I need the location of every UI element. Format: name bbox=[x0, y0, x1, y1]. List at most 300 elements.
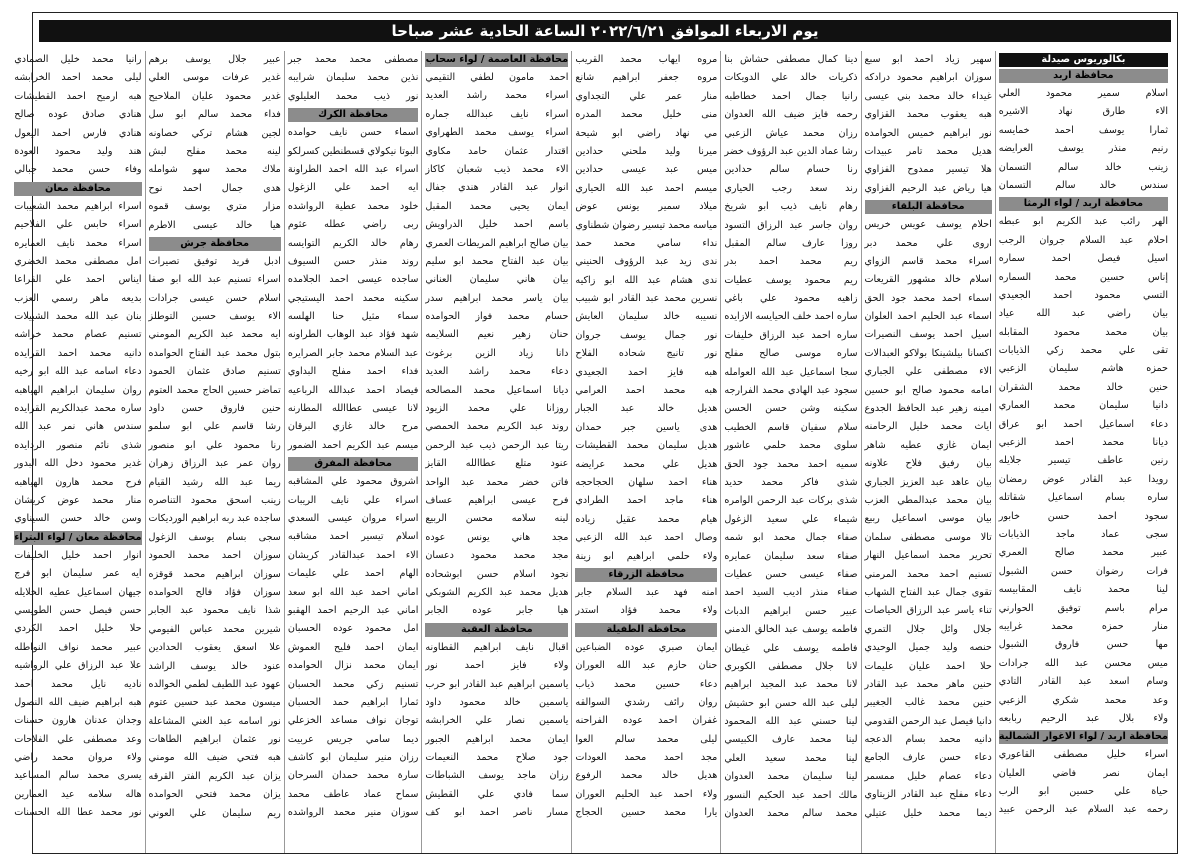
name-entry: دعاء مفلح عبد القادر الزيتاوي bbox=[864, 789, 992, 801]
name-entry: فاطمه يوسف عبد الخالق الدمني bbox=[724, 624, 858, 636]
name-entry: ميسون محمد عبد حسين عتوم bbox=[148, 697, 281, 709]
name-entry: فداء محمد سالم ابو سل bbox=[148, 109, 281, 121]
name-entry: التسي محمود احمد الجعيدي bbox=[998, 289, 1168, 301]
name-entry: بديعه ماهر رسمي العزب bbox=[14, 292, 142, 304]
name-entry: شذى بركات عبد الرحمن الوامره bbox=[724, 495, 858, 507]
name-entry: يسرى محمد سالم المساعيد bbox=[14, 770, 142, 782]
name-entry: اسراء عبد الله احمد الطراونة bbox=[287, 163, 419, 175]
name-entry: البوتا نيكولاي قسطنطين كسرلكو bbox=[287, 145, 419, 157]
name-entry: توجان نواف مساعد الخزعلي bbox=[287, 715, 419, 727]
name-entry: شيرين محمد عباس الفيومي bbox=[148, 623, 281, 635]
name-entry: صفاء جمال محمد ابو شمه bbox=[724, 532, 858, 544]
name-entry: هنادي صادق عوده صالح bbox=[14, 109, 142, 121]
name-entry: عهود عبد اللطيف لطمي الخوالده bbox=[148, 678, 281, 690]
name-entry: دانا زياد الزين برغوث bbox=[425, 347, 569, 359]
name-entry: هلا تيسير ممدوح الفزاوي bbox=[864, 164, 992, 176]
name-entry: حنصه وليد جميل الوحيدي bbox=[864, 642, 992, 654]
name-entry: ميس عبد عيسى حدادين bbox=[575, 164, 718, 176]
name-entry: سوزان ابراهيم محمد قوقزه bbox=[148, 568, 281, 580]
name-entry: روند عبد الكريم محمد الحمصي bbox=[425, 421, 569, 433]
name-entry: اسلام تيسير احمد مشاقبه bbox=[287, 531, 419, 543]
name-entry: اماني عبد الرحيم احمد الهقبو bbox=[287, 604, 419, 616]
name-entry: ريم محمود يوسف عطيات bbox=[724, 274, 858, 286]
name-entry: ريتا عبد الرحمن ذيب عبد الرحمن bbox=[425, 439, 569, 451]
name-entry: روان سليمان ابراهيم الهباهبه bbox=[14, 384, 142, 396]
name-entry: فيصاد احمد عبدالله الرباعيه bbox=[287, 384, 419, 396]
name-entry: ريم محمد احمد بدر bbox=[724, 256, 858, 268]
name-entry: هبه ارميح احمد القطيشات bbox=[14, 90, 142, 102]
name-entry: سجا اسماعيل عبد الله العوامله bbox=[724, 366, 858, 378]
name-entry: وسام اسعد عبد القادر التادي bbox=[998, 676, 1168, 688]
list-column bbox=[11, 51, 144, 853]
name-entry: عنود خالد يوسف الراشد bbox=[148, 660, 281, 672]
name-entry: جلال وائل جلال التمري bbox=[864, 623, 992, 635]
name-entry: ميسم احمد عبد الله الحياري bbox=[575, 182, 718, 194]
name-entry: اسلام سمير محمود العلي bbox=[998, 88, 1168, 99]
name-entry: سماء مثيل حنا الهلسه bbox=[287, 311, 419, 323]
name-entry: احلام يوسف عويس خريس bbox=[864, 219, 992, 231]
name-entry: حياة علي حسين ابو الرب bbox=[998, 786, 1168, 798]
name-entry: سندس هاني نمر عبد الله bbox=[14, 421, 142, 433]
name-entry: رزان محمد عياش الزعبي bbox=[724, 127, 858, 139]
name-entry: ايمان نصر فاضي العليان bbox=[998, 767, 1168, 779]
name-entry: سجى عماد ماجد الذيابات bbox=[998, 528, 1168, 540]
name-entry: رنا محمود علي ابو منصور bbox=[148, 439, 281, 451]
name-entry: وعد مصطفى علي الفلاحات bbox=[14, 733, 142, 745]
name-entry: روند منذر حسن السيوف bbox=[287, 255, 419, 267]
name-entry: حسام محمد فواز الحوامده bbox=[425, 311, 569, 323]
name-entry: ولاء مروان محمد راضي bbox=[14, 752, 142, 764]
name-entry: دعاء حسن عارف الجامع bbox=[864, 752, 992, 764]
name-entry: الاء محمد ذيب شعبان كاكاز bbox=[425, 163, 569, 175]
section-heading: محافظة الكرك bbox=[288, 108, 419, 122]
name-entry: ليلى محمد سالم العوا bbox=[575, 733, 718, 745]
name-entry: دانيا سليمان محمد العماري bbox=[998, 400, 1168, 412]
name-entry: اسلام خالد مشهور القريعات bbox=[864, 274, 992, 286]
name-entry: صفاء سعد سليمان عمايره bbox=[724, 550, 858, 562]
name-entry: هديل خالد عبد الجبار bbox=[575, 403, 718, 415]
name-entry: اسماء حسن نايف حوامده bbox=[287, 127, 419, 139]
name-entry: رند سعد رجب الحياري bbox=[724, 182, 858, 194]
name-entry: باسم احمد خليل الدراويش bbox=[425, 219, 569, 231]
name-entry: غدير محمود عليان الملاحيح bbox=[148, 90, 281, 102]
name-entry: مرام باسم توفيق الحوارني bbox=[998, 602, 1168, 614]
name-entry: بيان محمد عبدالمطي العزب bbox=[864, 494, 992, 506]
name-entry: ايه محمد عبد الكريم المومني bbox=[148, 329, 281, 341]
name-entry: نور جمال يوسف جروان bbox=[575, 329, 718, 341]
list-column bbox=[284, 51, 422, 853]
name-entry: دانيه محمد احمد القرايده bbox=[14, 347, 142, 359]
name-entry: مسار ناصر احمد ابو كف bbox=[425, 807, 569, 819]
name-entry: الاء يوسف حسين التوطلز bbox=[148, 311, 281, 323]
name-entry: هبه محمد احمد العرامي bbox=[575, 385, 718, 397]
name-entry: اماني احمد عبد الله ابو سعد bbox=[287, 586, 419, 598]
name-entry: مياسه محمد تيسير رضوان شطناوي bbox=[575, 219, 718, 231]
name-entry: ساره احمد عبد الرزاق خليفات bbox=[724, 329, 858, 341]
name-entry: نجود اسلام حسن ابوشحاده bbox=[425, 568, 569, 580]
name-entry: لجين هشام تركي خصاونه bbox=[148, 127, 281, 139]
name-entry: سكينه محمد احمد اليستيجي bbox=[287, 292, 419, 304]
section-heading: محافظة اربد bbox=[999, 69, 1168, 83]
name-entry: ايمان احمد فليح العموش bbox=[287, 641, 419, 653]
name-entry: وفاء حسن محمد جبالي bbox=[14, 164, 142, 176]
name-entry: وسن خالد حسن السيناوي bbox=[14, 513, 142, 525]
name-entry: وعد محمد شكري الزعبي bbox=[998, 694, 1168, 706]
name-entry: سجى بسام يوسف الزغول bbox=[148, 531, 281, 543]
name-entry: فداء احمد مفلح البداوي bbox=[287, 366, 419, 378]
name-entry: لانا جلال مصطفى الكوبري bbox=[724, 660, 858, 672]
name-entry: ناديه نايل محمد احمد bbox=[14, 678, 142, 690]
name-entry: تسنيم صادق عثمان الحمود bbox=[148, 366, 281, 378]
name-entry: ساره احمد خلف الحيايسه الازايده bbox=[724, 311, 858, 323]
name-entry: رحمه عبد السلام عبد الرحمن عبيد bbox=[998, 804, 1168, 816]
name-entry: شذى نائم منصور الردايده bbox=[14, 439, 142, 451]
name-entry: اسراء محمد راشد العديد bbox=[425, 90, 569, 102]
section-heading: محافظة اربد / لواء الرمثا bbox=[999, 197, 1168, 211]
name-entry: اسراء علي نايف الريبات bbox=[287, 494, 419, 506]
name-entry: بيان محمد محمود المقابله bbox=[998, 326, 1168, 338]
name-entry: صفاء منذر اديب السيد احمد bbox=[724, 587, 858, 599]
name-entry: حسن فيصل حسن الطويسي bbox=[14, 604, 142, 616]
section-heading: محافظة معان / لواء البتراء bbox=[14, 531, 142, 543]
section-heading: محافظة معان bbox=[14, 182, 141, 196]
name-entry: رهام خالد الكريم التوايسه bbox=[287, 237, 419, 249]
name-entry: هيا رياض عبد الرحيم الفزاوي bbox=[864, 182, 992, 194]
name-entry: بيان موسى اسماعيل ربيع bbox=[864, 513, 992, 525]
name-entry: ايمان محمد نزال الحوامده bbox=[287, 660, 419, 672]
name-entry: مرح خالد غازي البرقان bbox=[287, 421, 419, 433]
section-heading: محافظة اربد / لواء الاغوار الشمالية bbox=[998, 731, 1168, 743]
name-entry: نور ابراهيم خميس الحوامده bbox=[864, 127, 992, 139]
name-entry: حنين محمد غالب الجغيبر bbox=[864, 697, 992, 709]
name-entry: ياسمين ابراهيم عبد القادر ابو حرب bbox=[425, 678, 569, 690]
name-entry: شذا نايف محمود عبد الجابر bbox=[148, 605, 281, 617]
name-entry: اسراء ابراهيم محمد الشعيبات bbox=[14, 200, 142, 212]
name-entry: هبه يعقوب محمد القزاوي bbox=[864, 109, 992, 121]
date-headline: يوم الاربعاء الموافق ٢٠٢٢/٦/٢١ الساعة الحادية عشر صباحا bbox=[39, 20, 1171, 42]
name-entry: بيان عبد الفتاح محمد ابو سليم bbox=[425, 255, 569, 267]
name-entry: وصال احمد عبد الله الزعبي bbox=[575, 532, 718, 544]
columns-container bbox=[14, 51, 1171, 853]
name-entry: بيان رفيق فلاح علاونه bbox=[864, 458, 992, 470]
name-entry: سجود عبد الهادي محمد الفرارجه bbox=[724, 385, 858, 397]
name-entry: لانا عيسى عطاالله المطارنه bbox=[287, 403, 419, 415]
name-entry: منار عمر علي التجداوي bbox=[575, 90, 718, 102]
name-entry: رحمه فايز ضيف الله العدوان bbox=[724, 109, 858, 121]
name-entry: هيا جابر عوده الجابر bbox=[425, 605, 569, 617]
section-heading: محافظة العاصمة / لواء سحاب bbox=[425, 54, 569, 65]
name-entry: رويدا عبد القادر عوض رمضان bbox=[998, 473, 1168, 485]
name-entry: نور اسامه عبد الغني المشاعلة bbox=[148, 715, 281, 727]
name-entry: سميه احمد محمد جود الحق bbox=[724, 458, 858, 470]
section-heading: بكالوريوس صيدلة bbox=[999, 53, 1168, 67]
name-entry: ولاء فايز احمد نور bbox=[425, 660, 569, 672]
name-entry: مجد هاني يونس عوده bbox=[425, 531, 569, 543]
name-entry: ولاء حلمي ابراهيم ابو زينة bbox=[575, 550, 718, 562]
name-entry: ليلى عبد الله حسن ابو حشيش bbox=[724, 697, 858, 709]
name-entry: لينا محمد عارف الكبيسي bbox=[724, 734, 858, 746]
name-entry: فرات رضوان حسن الشبول bbox=[998, 565, 1168, 577]
name-entry: رشا قاسم علي ابو سلمو bbox=[148, 421, 281, 433]
name-entry: سندس خالد سالم التسمان bbox=[998, 179, 1168, 191]
name-entry: هديل خالد محمد الرفوع bbox=[575, 770, 718, 782]
name-entry: ساره محمد عبدالكريم القرايده bbox=[14, 403, 142, 415]
name-entry: هيا خالد عيسى الاطرم bbox=[148, 219, 281, 231]
name-entry: بيان عاهد عبد العزيز الجباري bbox=[864, 476, 992, 488]
section-heading: محافظة البلقاء bbox=[865, 200, 992, 214]
name-entry: هديل محمد تامر عبيدات bbox=[864, 145, 992, 157]
name-entry: عبير محمد نواف النواطله bbox=[14, 641, 142, 653]
name-entry: يزان عبد الكريم الفتر القرقه bbox=[148, 770, 281, 782]
name-entry: لينا سليمان محمد العدوان bbox=[724, 771, 858, 783]
name-entry: فاطمه يوسف علي غيطان bbox=[724, 642, 858, 654]
name-entry: خلود محمد عطية الرواشده bbox=[287, 200, 419, 212]
list-column bbox=[720, 51, 860, 853]
name-entry: منى خليل محمد المدره bbox=[575, 109, 718, 121]
name-entry: تقوى جمال عبد الفتاح الشهاب bbox=[864, 586, 992, 598]
name-entry: هبه فايز احمد الجعيدي bbox=[575, 366, 718, 378]
name-entry: ميسم عبد الكريم احمد الضمور bbox=[287, 439, 419, 451]
name-entry: لانا محمد عبد المجيد ابراهيم bbox=[724, 679, 858, 691]
name-entry: احلام عبد السلام جروان الرجب bbox=[998, 234, 1168, 246]
list-column bbox=[861, 51, 995, 853]
name-entry: ليلى محمد احمد الخرابشه bbox=[14, 72, 142, 84]
name-entry: حنان زهير نعيم السلايمه bbox=[425, 329, 569, 341]
name-entry: ياسمين نصار علي الخرابشه bbox=[425, 715, 569, 727]
name-entry: روان رائف رشدي السوالقه bbox=[575, 696, 718, 708]
name-entry: نور محمد عطا الله الحسنات bbox=[14, 807, 142, 819]
name-entry: امل محمود عوده الحسبان bbox=[287, 623, 419, 635]
name-entry: رشا عماد الدين عبد الرؤوف خضر bbox=[724, 145, 858, 157]
name-entry: انوار احمد خليل الخليفات bbox=[14, 549, 142, 561]
name-entry: بيان هاني سليمان العناني bbox=[425, 274, 569, 286]
name-entry: يزان محمد فتحي الحوامده bbox=[148, 789, 281, 801]
name-entry: ساره موسى صالح مفلح bbox=[724, 348, 858, 360]
name-entry: ساجده عبد ربه ابراهيم الورديكات bbox=[148, 513, 281, 525]
newspaper-page bbox=[14, 12, 1178, 854]
name-entry: مروه ايهاب محمد القريب bbox=[575, 54, 718, 65]
name-entry: علا عبد الرزاق علي الرواشيه bbox=[14, 660, 142, 672]
name-entry: ديانا محمد احمد الزعبي bbox=[998, 437, 1168, 449]
name-entry: هناء ماجد احمد الطرادي bbox=[575, 495, 718, 507]
name-entry: رهام نايف ذيب ابو شريخ bbox=[724, 201, 858, 213]
section-heading: محافظة المفرق bbox=[288, 457, 419, 471]
name-entry: لينا حسني عبد الله المحمود bbox=[724, 716, 858, 728]
name-entry: ايه احمد علي الزغول bbox=[287, 182, 419, 194]
name-entry: امل مصطفى محمد الخضري bbox=[14, 255, 142, 267]
name-entry: اسراء نايف عبدالله جماره bbox=[425, 108, 569, 120]
name-entry: تحرير محمد اسماعيل النهار bbox=[864, 550, 992, 562]
name-entry: تناء ياسر عبد الرزاق الحياصات bbox=[864, 605, 992, 617]
name-entry: نور تانيج شحاده الفلاح bbox=[575, 348, 718, 360]
name-entry: تالا موسى مصطفى سلمان bbox=[864, 531, 992, 543]
name-entry: مي نهاد راضي ابو شيحة bbox=[575, 127, 718, 139]
name-entry: شيماء علي سعيد الزغول bbox=[724, 513, 858, 525]
name-entry: اشروق محمود علي المشاقبه bbox=[287, 476, 419, 488]
name-entry: حنين فاروق حسن داود bbox=[148, 403, 281, 415]
name-entry: هناء احمد سلهان الحجاحجه bbox=[575, 476, 718, 488]
name-entry: رنين عاطف تيسير جلايله bbox=[998, 455, 1168, 467]
name-entry: ندى هشام عبد الله ابو زاكيه bbox=[575, 274, 718, 286]
name-entry: سكينه وشن حسن الحسن bbox=[724, 403, 858, 415]
name-entry: رنيم منذر يوسف العرايضه bbox=[998, 143, 1168, 155]
name-entry: الاء مصطفى علي الجباري bbox=[864, 366, 992, 378]
name-entry: هديل سليمان محمد القطيشات bbox=[575, 440, 718, 452]
name-entry: صفاء عيسى حسن عطيات bbox=[724, 568, 858, 580]
name-entry: سوزان احمد محمد الحمود bbox=[148, 550, 281, 562]
name-entry: اسراء مروان عيسى السعدي bbox=[287, 512, 419, 524]
name-entry: هاله سلامه عيد العمارين bbox=[14, 788, 142, 800]
name-entry: ولاء بلال عبد الرحيم ربابعه bbox=[998, 712, 1168, 724]
name-entry: دانيه محمد بسام الدعجه bbox=[864, 734, 992, 746]
name-entry: منار حمزه محمد غرايبه bbox=[998, 620, 1168, 632]
name-entry: رانيا محمد خليل الصمادي bbox=[14, 54, 142, 65]
name-entry: سارة محمد حمدان السرحان bbox=[287, 770, 419, 782]
name-entry: رزان منير سليمان ابو كاشف bbox=[287, 752, 419, 764]
name-entry: ايمان يحيى محمد المقبل bbox=[425, 200, 569, 212]
section-heading: محافظة جرش bbox=[149, 237, 281, 251]
name-entry: نسيبه خالد سليمان العايش bbox=[575, 311, 718, 323]
name-entry: ريم سليمان علي العوني bbox=[148, 807, 281, 819]
name-entry: زينب اسحق محمود التناصره bbox=[148, 494, 281, 506]
name-entry: سما فادي علي القطيش bbox=[425, 788, 569, 800]
name-entry: اروى علي محمد دبر bbox=[864, 237, 992, 249]
name-entry: ذكريات خالد علي الدويكات bbox=[724, 72, 858, 84]
name-entry: احمد مامون لطفي التقيمي bbox=[425, 72, 569, 83]
name-entry: غفران احمد عوده الفراحنه bbox=[575, 715, 718, 727]
name-entry: روان جاسر عبد الرزاق التسود bbox=[724, 219, 858, 231]
name-entry: اقبال نايف ابراهيم القطاونه bbox=[425, 641, 569, 653]
name-entry: اسراء محمد نايف العمايره bbox=[14, 237, 142, 249]
name-entry: ميس محسن عبد الله جرادات bbox=[998, 657, 1168, 669]
name-entry: دينا كمال مصطفى حشاش بنا bbox=[724, 54, 858, 65]
name-entry: بنان عبد الله محمد الشبيلات bbox=[14, 311, 142, 323]
list-column bbox=[421, 51, 571, 853]
name-entry: دعاء حسين محمد ذياب bbox=[575, 678, 718, 690]
name-entry: اقتدار عثمان حامد مكاوي bbox=[425, 145, 569, 157]
name-entry: تماضر حسين الحاج محمد العتوم bbox=[148, 384, 281, 396]
name-entry: سوزان ابراهيم محمود درادكه bbox=[864, 72, 992, 84]
name-entry: هدى ياسين جبر حمدان bbox=[575, 421, 718, 433]
name-entry: نداء سامي محمد حمد bbox=[575, 237, 718, 249]
name-entry: جيهان اسماعيل عطيه الخلايله bbox=[14, 586, 142, 598]
name-entry: عبير جلال يوسف برهم bbox=[148, 54, 281, 65]
name-entry: تسنيم زكي محمد الحسبان bbox=[287, 678, 419, 690]
name-entry: حلا خليل احمد الكردي bbox=[14, 623, 142, 635]
name-entry: حنين خالد محمد الشقران bbox=[998, 381, 1168, 393]
name-entry: نذين محمد سليمان شرايبه bbox=[287, 72, 419, 84]
name-entry: عبير حسن ابراهيم الدباث bbox=[724, 605, 858, 617]
name-entry: غدير عرفات موسى العلي bbox=[148, 72, 281, 84]
name-entry: مها حسن فاروق الشبول bbox=[998, 639, 1168, 651]
name-entry: دانيا فيصل عبد الرحمن القدومي bbox=[864, 715, 992, 727]
name-entry: هبه فتحي ضيف الله مومني bbox=[148, 752, 281, 764]
name-entry: بيان راضي عبد الله عياد bbox=[998, 308, 1168, 320]
section-heading: محافظة الطفيلة bbox=[575, 623, 717, 637]
name-entry: ساجده عيسى احمد الجلامده bbox=[287, 274, 419, 286]
name-entry: امينه زهير عبد الحافظ الجدوع bbox=[864, 403, 992, 415]
name-entry: ريما عبد الله رشيد القيام bbox=[148, 476, 281, 488]
name-entry: لينا محمد سعيد العلي bbox=[724, 752, 858, 764]
name-entry: اسيل احمد يوسف النصيرات bbox=[864, 329, 992, 341]
name-entry: امنه فهد عبد السلام جابر bbox=[575, 586, 718, 598]
name-entry: هنادي فارس احمد اليعول bbox=[14, 127, 142, 139]
name-entry: علا اسعق يعقوب الحدادين bbox=[148, 642, 281, 654]
name-entry: عبد السلام محمد جابر الصرايره bbox=[287, 347, 419, 359]
name-entry: مزار متري يوسف قموه bbox=[148, 201, 281, 213]
name-entry: اسماء عبد الحليم احمد العلوان bbox=[864, 311, 992, 323]
name-entry: ديما محمد خليل عتيلي bbox=[864, 807, 992, 819]
list-column bbox=[995, 51, 1171, 853]
name-entry: بيان ياسر محمد ابراهيم سدر bbox=[425, 292, 569, 304]
name-entry: ولاء محمد فؤاد استدر bbox=[575, 605, 718, 617]
name-entry: هيام محمد عقيل زياده bbox=[575, 513, 718, 525]
name-entry: عبير محمد صالح العمري bbox=[998, 547, 1168, 559]
name-entry: دعاء محمد راشد العديد bbox=[425, 366, 569, 378]
name-entry: ميرنا وليد ملحني حدادين bbox=[575, 145, 718, 157]
name-entry: سهير زياد احمد ابو سبع bbox=[864, 54, 992, 65]
name-entry: مالك احمد عبد الحكيم النسور bbox=[724, 789, 858, 801]
name-entry: ولاء احمد عبد الحليم العوران bbox=[575, 788, 718, 800]
name-entry: شهد فؤاد عبد الوهاب الطراونه bbox=[287, 329, 419, 341]
name-entry: اسراء محمد قاسم الزواي bbox=[864, 255, 992, 267]
name-entry: نسرين محمد عبد القادر ابو شبيب bbox=[575, 293, 718, 305]
name-entry: هدى جمال احمد نوح bbox=[148, 182, 281, 194]
name-entry: ديما سامي جريس عربيت bbox=[287, 733, 419, 745]
name-entry: اسراء خليل مصطفى القاعوري bbox=[998, 749, 1168, 761]
name-entry: نور عثمان ابراهيم الطاهات bbox=[148, 734, 281, 746]
name-entry: انوار عبد القادر هندي جفال bbox=[425, 182, 569, 194]
name-entry: هبه ابراهيم ضيف الله النصول bbox=[14, 696, 142, 708]
name-entry: فرح عيسى ابراهيم عساف bbox=[425, 494, 569, 506]
name-entry: تقى علي محمد زكي الذيابات bbox=[998, 345, 1168, 357]
name-entry: وجدان عدنان هارون حسنات bbox=[14, 715, 142, 727]
list-column bbox=[571, 51, 720, 853]
name-entry: دعاء اسامه عبد الله ابو رخيه bbox=[14, 366, 142, 378]
name-entry: اسماء احمد محمد جود الحق bbox=[864, 292, 992, 304]
section-heading: محافظة العقبة bbox=[425, 623, 568, 637]
name-entry: ساره بسام اسماعيل شقاتله bbox=[998, 492, 1168, 504]
name-entry: اكسانا بيلشينكا بولاكو العبدالات bbox=[864, 347, 992, 359]
name-entry: ثمارا يوسف احمد خمايسه bbox=[998, 124, 1168, 136]
name-entry: رانيا جمال احمد خطاطبه bbox=[724, 90, 858, 102]
name-entry: روان عمر عبد الرزاق زهران bbox=[148, 458, 281, 470]
name-entry: إناس حسين محمد السماره bbox=[998, 271, 1168, 283]
name-entry: مروه جعفر ابراهيم شانع bbox=[575, 72, 718, 84]
name-entry: ياسمين خالد محمود داود bbox=[425, 696, 569, 708]
name-entry: مجد محمد محمود دعسان bbox=[425, 550, 569, 562]
name-entry: نور ذيب محمد العليلوي bbox=[287, 90, 419, 102]
name-entry: روزا عارف سالم المقبل bbox=[724, 237, 858, 249]
name-entry: اياث محمد خليل الرحامنه bbox=[864, 421, 992, 433]
name-entry: سماح عماد عاطف محمد bbox=[287, 788, 419, 800]
name-entry: فرح محمد هارون الهباهبه bbox=[14, 476, 142, 488]
name-entry: حمزه هاشم سليمان الزعبي bbox=[998, 363, 1168, 375]
name-entry: اسيل فيصل احمد سماره bbox=[998, 253, 1168, 265]
name-entry: لينه محمد مفلح لبش bbox=[148, 145, 281, 157]
name-entry: تسنيم عصام محمد خراشه bbox=[14, 329, 142, 341]
name-entry: سلوى محمد حلمي عاشور bbox=[724, 440, 858, 452]
name-entry: الهام احمد علي عليمات bbox=[287, 568, 419, 580]
name-entry: شذى فاكر محمد حديد bbox=[724, 476, 858, 488]
name-entry: دعاء عصام خليل ممسمر bbox=[864, 770, 992, 782]
name-entry: لينه سلامه محسن الربيع bbox=[425, 513, 569, 525]
name-entry: رنا حسام سالم حدادين bbox=[724, 164, 858, 176]
name-entry: دعاء اسماعيل احمد ابو عراق bbox=[998, 418, 1168, 430]
name-entry: هديل محمد عبد الكريم الشوبكي bbox=[425, 586, 569, 598]
name-entry: روزانا علي محمد الزيود bbox=[425, 403, 569, 415]
name-entry: سجود احمد حسن خابور bbox=[998, 510, 1168, 522]
